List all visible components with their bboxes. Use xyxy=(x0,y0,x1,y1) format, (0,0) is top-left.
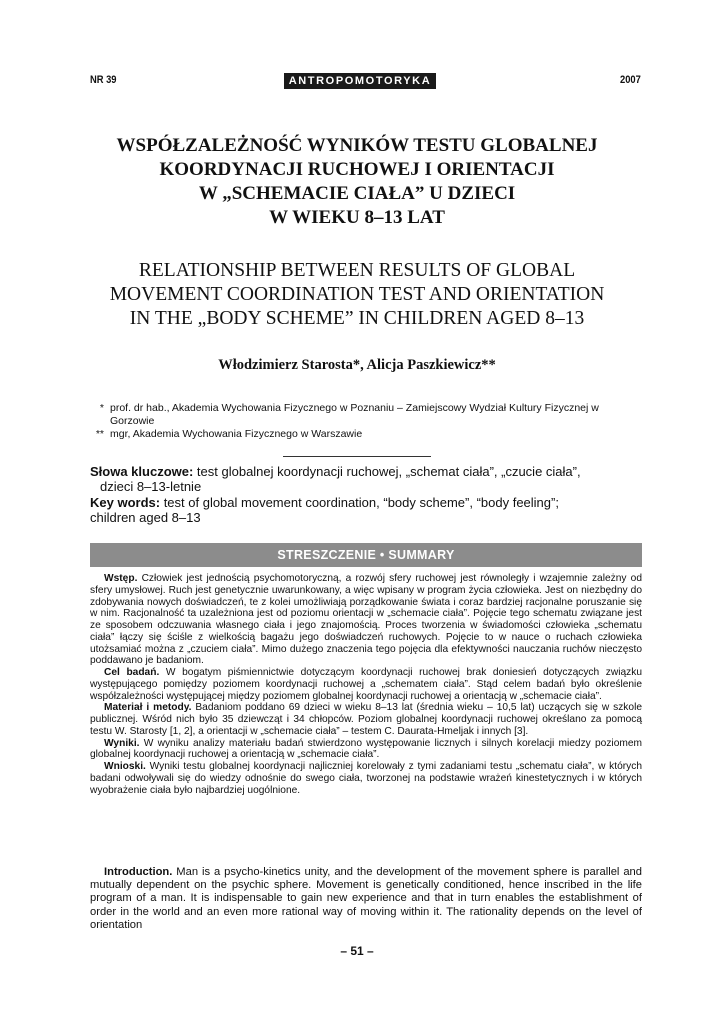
abstract xyxy=(90,573,642,796)
introduction-paragraph xyxy=(90,866,642,932)
affiliation-text: prof. dr hab., Akademia Wychowania Fizycznego w Poznaniu – Zamiejscowy Wydział Kultury Fizycznej w Gorzowie xyxy=(110,402,599,427)
year: 2007 xyxy=(620,74,641,86)
page-number: – 51 – xyxy=(340,944,374,958)
summary-section-bar: STRESZCZENIE • SUMMARY xyxy=(90,543,642,567)
title-polish xyxy=(70,134,644,230)
affiliation xyxy=(90,428,642,441)
keywords-pl-text: test globalnej koordynacji ruchowej, „schemat ciała”, „czucie ciała”, xyxy=(193,464,581,479)
introduction-label: Introduction. xyxy=(104,866,173,878)
abstract-paragraph xyxy=(90,702,642,737)
title-pl-line: W „SCHEMACIE CIAŁA” U DZIECI xyxy=(198,183,516,204)
affiliation-mark: * xyxy=(99,402,104,414)
abstract-label: Wnioski. xyxy=(104,761,146,772)
abstract-text: W wyniku analizy materiału badań stwierdzono występowanie licznych i silnych korelacji miedzy poziomem globalnej koordynacji ruchowej a orientacją w „schemacie ciała”. xyxy=(90,737,642,761)
separator-rule xyxy=(283,456,431,457)
abstract-text: Wyniki testu globalnej koordynacji najliczniej korelowały z tymi zadaniami testu „schematu ciała”, w których badani odwoływali się do wiedzy odnośnie do swego ciała, tworzonej na podstawie wrażeń kinestetycznych i w których wyobrażenie ciała było najbardziej uogólnione. xyxy=(90,761,642,796)
title-pl-line: WSPÓŁZALEŻNOŚĆ WYNIKÓW TESTU GLOBALNEJ xyxy=(116,135,598,156)
keywords-en-text: test of global movement coordination, “body scheme”, “body feeling”; xyxy=(160,495,559,510)
issue-number: NR 39 xyxy=(90,74,117,86)
affiliation-mark: ** xyxy=(95,428,104,440)
introduction-text: Man is a psycho-kinetics unity, and the development of the movement sphere is parallel and mutually dependent on the psychic sphere. Movement is genetically conditioned, hence inscribed in the life program of a man. It is indispensable to gain new experience and that in turn enables the establishment of order in the world and an even more rational way of moving within it. The rationality depends on the level of orientation xyxy=(90,866,642,931)
abstract-paragraph xyxy=(90,738,642,762)
keywords-polish xyxy=(90,464,642,494)
abstract-paragraph xyxy=(90,667,642,702)
abstract-paragraph xyxy=(90,573,642,667)
abstract-label: Wyniki. xyxy=(104,737,140,749)
keywords-en-continuation: children aged 8–13 xyxy=(90,510,201,525)
affiliation xyxy=(90,402,642,428)
abstract-label: Materiał i metody. xyxy=(104,702,192,714)
authors: Włodzimierz Starosta*, Alicja Paszkiewicz** xyxy=(218,357,496,373)
abstract-text: Człowiek jest jednością psychomotoryczną, a rozwój sfery ruchowej jest równoległy i wzajemnie zależny od sfery umysłowej. Ruch jest genetycznie uwarunkowany, a więc wpisany w program życia człowieka. Jest on niezbędny do zdobywania nowych doświadczeń, te z kolei umożliwiają porządkowanie świata i coraz bardziej racjonalne poruszanie się w nim. Racjonalność ta uzależniona jest od poziomu orientacji w „schemacie ciała”. Pojęcie tego schematu związane jest ze sposobem odczuwania własnego ciała i jego znajomością. Proces tworzenia w świadomości człowieka „schematu ciała” łączy się ściśle z wielkością bagażu jego doświadczeń ruchowych. Pojęcie to w nauce o ruchach człowieka utożsamiać można z „czuciem ciała”. Mimo dużego znaczenia tego pojęcia dla efektywności nauczania ruchów nieczęsto poddawano je badaniom. xyxy=(90,573,642,667)
title-pl-line: KOORDYNACJI RUCHOWEJ I ORIENTACJI xyxy=(159,159,555,180)
keywords-pl-continuation: dzieci 8–13-letnie xyxy=(100,479,202,494)
abstract-label: Cel badań. xyxy=(104,667,160,678)
abstract-text: W bogatym piśmiennictwie dotyczącym koordynacji ruchowej brak doniesień dotyczących związku występującego pomiędzy poziomem koordynacji ruchowej a „schematem ciała”. Stąd celem badań było określenie współzależności występującej między poziomem globalnej koordynacji ruchowej a orientacją w „schemacie ciała”. xyxy=(90,667,643,702)
journal-title: ANTROPOMOTORYKA xyxy=(284,73,436,89)
title-pl-line: W WIEKU 8–13 LAT xyxy=(269,207,445,228)
title-english xyxy=(70,259,644,331)
abstract-text: Badaniom poddano 69 dzieci w wieku 8–13 lat (średnia wieku – 10,5 lat) uczących się w szkole publicznej. Wśród nich było 35 dziewcząt i 34 chłopców. Poziom globalnej koordynacji ruchowej określano za pomocą testu W. Starosty [1, 2], a orientacji w „schemacie ciała” – testem C. Daurata-Hmeljak i innych [3]. xyxy=(90,702,642,737)
abstract-paragraph xyxy=(90,761,642,796)
introduction xyxy=(90,866,642,932)
title-en-line: MOVEMENT COORDINATION TEST AND ORIENTATION xyxy=(109,284,605,305)
affiliation-text: mgr, Akademia Wychowania Fizycznego w Warszawie xyxy=(110,428,363,440)
abstract-label: Wstęp. xyxy=(104,573,138,584)
keywords-en-label: Key words: xyxy=(90,495,161,510)
title-en-line: RELATIONSHIP BETWEEN RESULTS OF GLOBAL xyxy=(138,260,576,281)
keywords-english xyxy=(90,495,642,525)
keywords-pl-label: Słowa kluczowe: xyxy=(90,464,194,479)
title-en-line: IN THE „BODY SCHEME” IN CHILDREN AGED 8–13 xyxy=(129,308,585,329)
